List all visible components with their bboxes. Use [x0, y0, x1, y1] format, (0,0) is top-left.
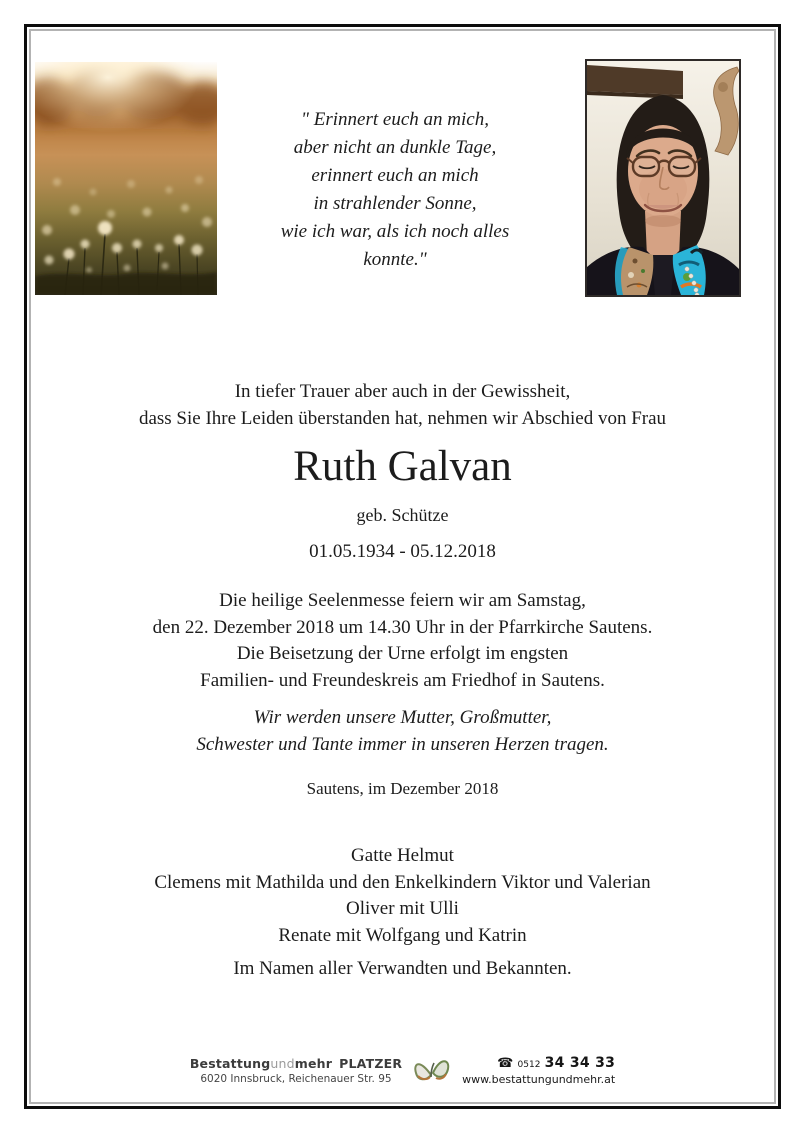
- phone-line: [462, 1055, 615, 1071]
- service-line: Die Beisetzung der Urne erfolgt im engsten: [236, 643, 569, 665]
- quote-line: in strahlender Sonne,: [313, 193, 477, 214]
- closing-text: Im Namen aller Verwandten und Bekannten.: [233, 958, 572, 979]
- funeral-home-name: [190, 1056, 402, 1071]
- life-dates: 01.05.1934 - 05.12.2018: [309, 541, 496, 562]
- quote-line: wie ich war, als ich noch alles: [280, 221, 510, 242]
- quote-line: erinnert euch an mich: [311, 165, 479, 186]
- quote-line: aber nicht an dunkle Tage,: [293, 137, 497, 158]
- intro-line: dass Sie Ihre Leiden überstanden hat, nehmen wir Abschied von Frau: [138, 408, 667, 429]
- company-part-bold: Bestattung: [189, 1055, 271, 1071]
- tribute-line: Wir werden unsere Mutter, Großmutter,: [253, 707, 552, 728]
- company-part-bold: mehr: [294, 1055, 333, 1071]
- family-line: Renate mit Wolfgang und Katrin: [278, 924, 527, 946]
- telephone-icon: ☎: [497, 1055, 514, 1071]
- memorial-quote: [215, 106, 575, 274]
- place-and-date: Sautens, im Dezember 2018: [306, 779, 499, 798]
- funeral-home-identity: [190, 1056, 402, 1085]
- service-line: Die heilige Seelenmesse feiern wir am Samstag,: [219, 590, 586, 611]
- intro-text: [0, 378, 805, 432]
- meadow-photo: [35, 62, 217, 295]
- deceased-name: Ruth Galvan: [293, 443, 512, 490]
- butterfly-logo-icon: [412, 1053, 452, 1087]
- quote-line: konnte.": [363, 249, 427, 270]
- company-brand: PLATZER: [339, 1055, 403, 1071]
- family-line: Clemens mit Mathilda und den Enkelkindern Viktor und Valerian: [154, 871, 651, 893]
- portrait-photo: [585, 59, 741, 297]
- service-line: Familien- und Freundeskreis am Friedhof in Sautens.: [200, 669, 605, 691]
- service-line: den 22. Dezember 2018 um 14.30 Uhr in der Pfarrkirche Sautens.: [152, 616, 653, 638]
- quote-line: " Erinnert euch an mich,: [301, 109, 489, 130]
- family-list: [0, 843, 805, 949]
- funeral-home-address: 6020 Innsbruck, Reichenauer Str. 95: [200, 1072, 392, 1085]
- maiden-name: geb. Schütze: [356, 505, 449, 525]
- tribute-text: [0, 704, 805, 758]
- portrait-illustration: [587, 61, 739, 295]
- phone-area-code: 0512: [517, 1059, 541, 1070]
- family-line: Oliver mit Ulli: [346, 898, 459, 920]
- phone-number: 34 34 33: [544, 1054, 616, 1071]
- website-url: www.bestattungundmehr.at: [462, 1072, 616, 1086]
- intro-line: In tiefer Trauer aber auch in der Gewissheit,: [234, 381, 571, 402]
- funeral-home-contact: [462, 1055, 615, 1086]
- company-part-light: und: [270, 1055, 295, 1071]
- funeral-home-footer: [0, 1053, 805, 1087]
- service-info: [0, 588, 805, 694]
- tribute-line: Schwester und Tante immer in unseren Herzen tragen.: [196, 734, 609, 755]
- meadow-photo-illustration: [35, 62, 217, 295]
- family-line: Gatte Helmut: [351, 845, 454, 866]
